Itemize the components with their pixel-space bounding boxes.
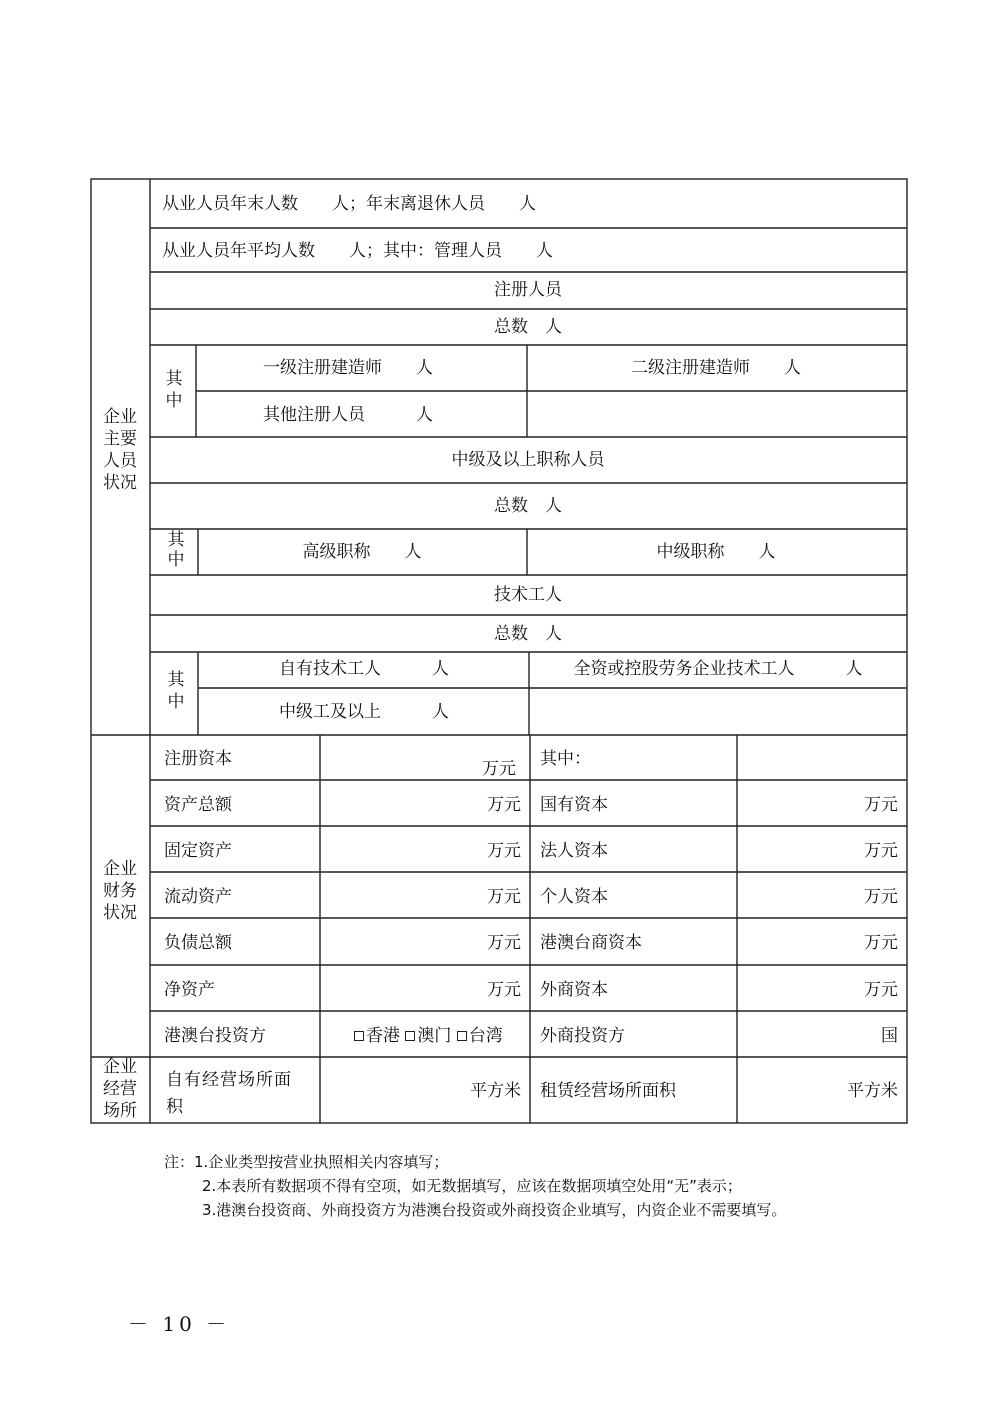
qizhong-label: 其 中 (167, 670, 185, 712)
finance-row-unit: 万元 (487, 887, 521, 907)
finance-row-unit: 万元 (487, 795, 521, 815)
registered-staff-heading: 注册人员 (494, 280, 562, 300)
section-label-premises: 企业 经营 场所 (103, 1057, 137, 1121)
foreign-investor-unit: 国 (881, 1026, 898, 1046)
checkbox-macau[interactable] (405, 1031, 415, 1041)
finance-row-label2: 法人资本 (540, 841, 608, 861)
page-number: － 10 － (128, 1312, 231, 1336)
finance-row-unit: 万元 (487, 980, 521, 1000)
finance-row-label: 负债总额 (164, 933, 232, 953)
lease-premises-label: 租赁经营场所面积 (540, 1081, 676, 1101)
finance-row-label2: 外商资本 (540, 980, 608, 1000)
finance-row-unit: 万元 (487, 841, 521, 861)
section-label-personnel: 企业 主要 人员 状况 (103, 407, 137, 493)
finance-row-unit2: 万元 (864, 841, 898, 861)
section-label-finance: 企业 财务 状况 (103, 859, 137, 923)
lease-premises-unit: 平方米 (847, 1081, 898, 1101)
finance-row-label2: 国有资本 (540, 795, 608, 815)
checkbox-taiwan[interactable] (457, 1031, 467, 1041)
titled-total-text: 总数 人 (494, 496, 562, 516)
qizhong-label: 其 中 (167, 530, 185, 570)
own-premises-label-line1: 自有经营场所面 (166, 1070, 292, 1090)
finance-row-label: 注册资本 (164, 749, 232, 769)
technical-workers-heading: 技术工人 (494, 585, 562, 605)
finance-row-label: 流动资产 (164, 887, 232, 907)
finance-row-unit: 万元 (487, 933, 521, 953)
workers-total-text: 总数 人 (494, 624, 562, 644)
hkmt-investor-label: 港澳台投资方 (164, 1026, 266, 1046)
note-1: 注：1.企业类型按营业执照相关内容填写； (164, 1153, 449, 1171)
finance-row-unit2: 万元 (864, 887, 898, 907)
option-taiwan: 台湾 (468, 1026, 503, 1046)
finance-row-label2: 其中： (540, 749, 591, 769)
finance-row-unit2: 万元 (864, 933, 898, 953)
option-macau: 澳门 (417, 1026, 452, 1046)
finance-row-unit2: 万元 (864, 980, 898, 1000)
titled-staff-heading: 中级及以上职称人员 (451, 450, 605, 470)
registered-total-text: 总数 人 (494, 317, 562, 337)
second-class-builder-text: 二级注册建造师 人 (631, 358, 801, 378)
staff-year-end-text: 从业人员年末人数 人；年末离退休人员 人 (162, 194, 536, 214)
own-workers-text: 自有技术工人 人 (279, 659, 449, 679)
finance-row-label2: 港澳台商资本 (540, 933, 642, 953)
other-registered-text: 其他注册人员 人 (263, 405, 433, 425)
own-premises-label-line2: 积 (166, 1097, 183, 1117)
finance-row-label2: 个人资本 (540, 887, 608, 907)
finance-row-label: 净资产 (164, 980, 215, 1000)
checkbox-hongkong[interactable] (354, 1031, 364, 1041)
intermediate-workers-text: 中级工及以上 人 (279, 702, 449, 722)
senior-title-text: 高级职称 人 (302, 542, 422, 562)
own-premises-unit: 平方米 (470, 1081, 521, 1101)
labor-company-workers-text: 全资或控股劳务企业技术工人 人 (573, 659, 863, 679)
hkmt-options (354, 1026, 503, 1046)
qizhong-label: 其 中 (165, 369, 183, 411)
finance-row-unit: 万元 (482, 759, 516, 779)
intermediate-title-text: 中级职称 人 (656, 542, 776, 562)
staff-average-text: 从业人员年平均人数 人；其中：管理人员 人 (162, 241, 553, 261)
finance-row-label: 固定资产 (164, 841, 232, 861)
first-class-builder-text: 一级注册建造师 人 (263, 358, 433, 378)
finance-row-label: 资产总额 (164, 795, 232, 815)
option-hongkong: 香港 (366, 1026, 400, 1046)
finance-row-unit2: 万元 (864, 795, 898, 815)
foreign-investor-label: 外商投资方 (540, 1026, 625, 1046)
note-3: 3.港澳台投资商、外商投资方为港澳台投资或外商投资企业填写，内资企业不需要填写。 (202, 1201, 787, 1219)
note-2: 2.本表所有数据项不得有空项，如无数据填写，应该在数据项填空处用“无”表示； (202, 1177, 742, 1195)
